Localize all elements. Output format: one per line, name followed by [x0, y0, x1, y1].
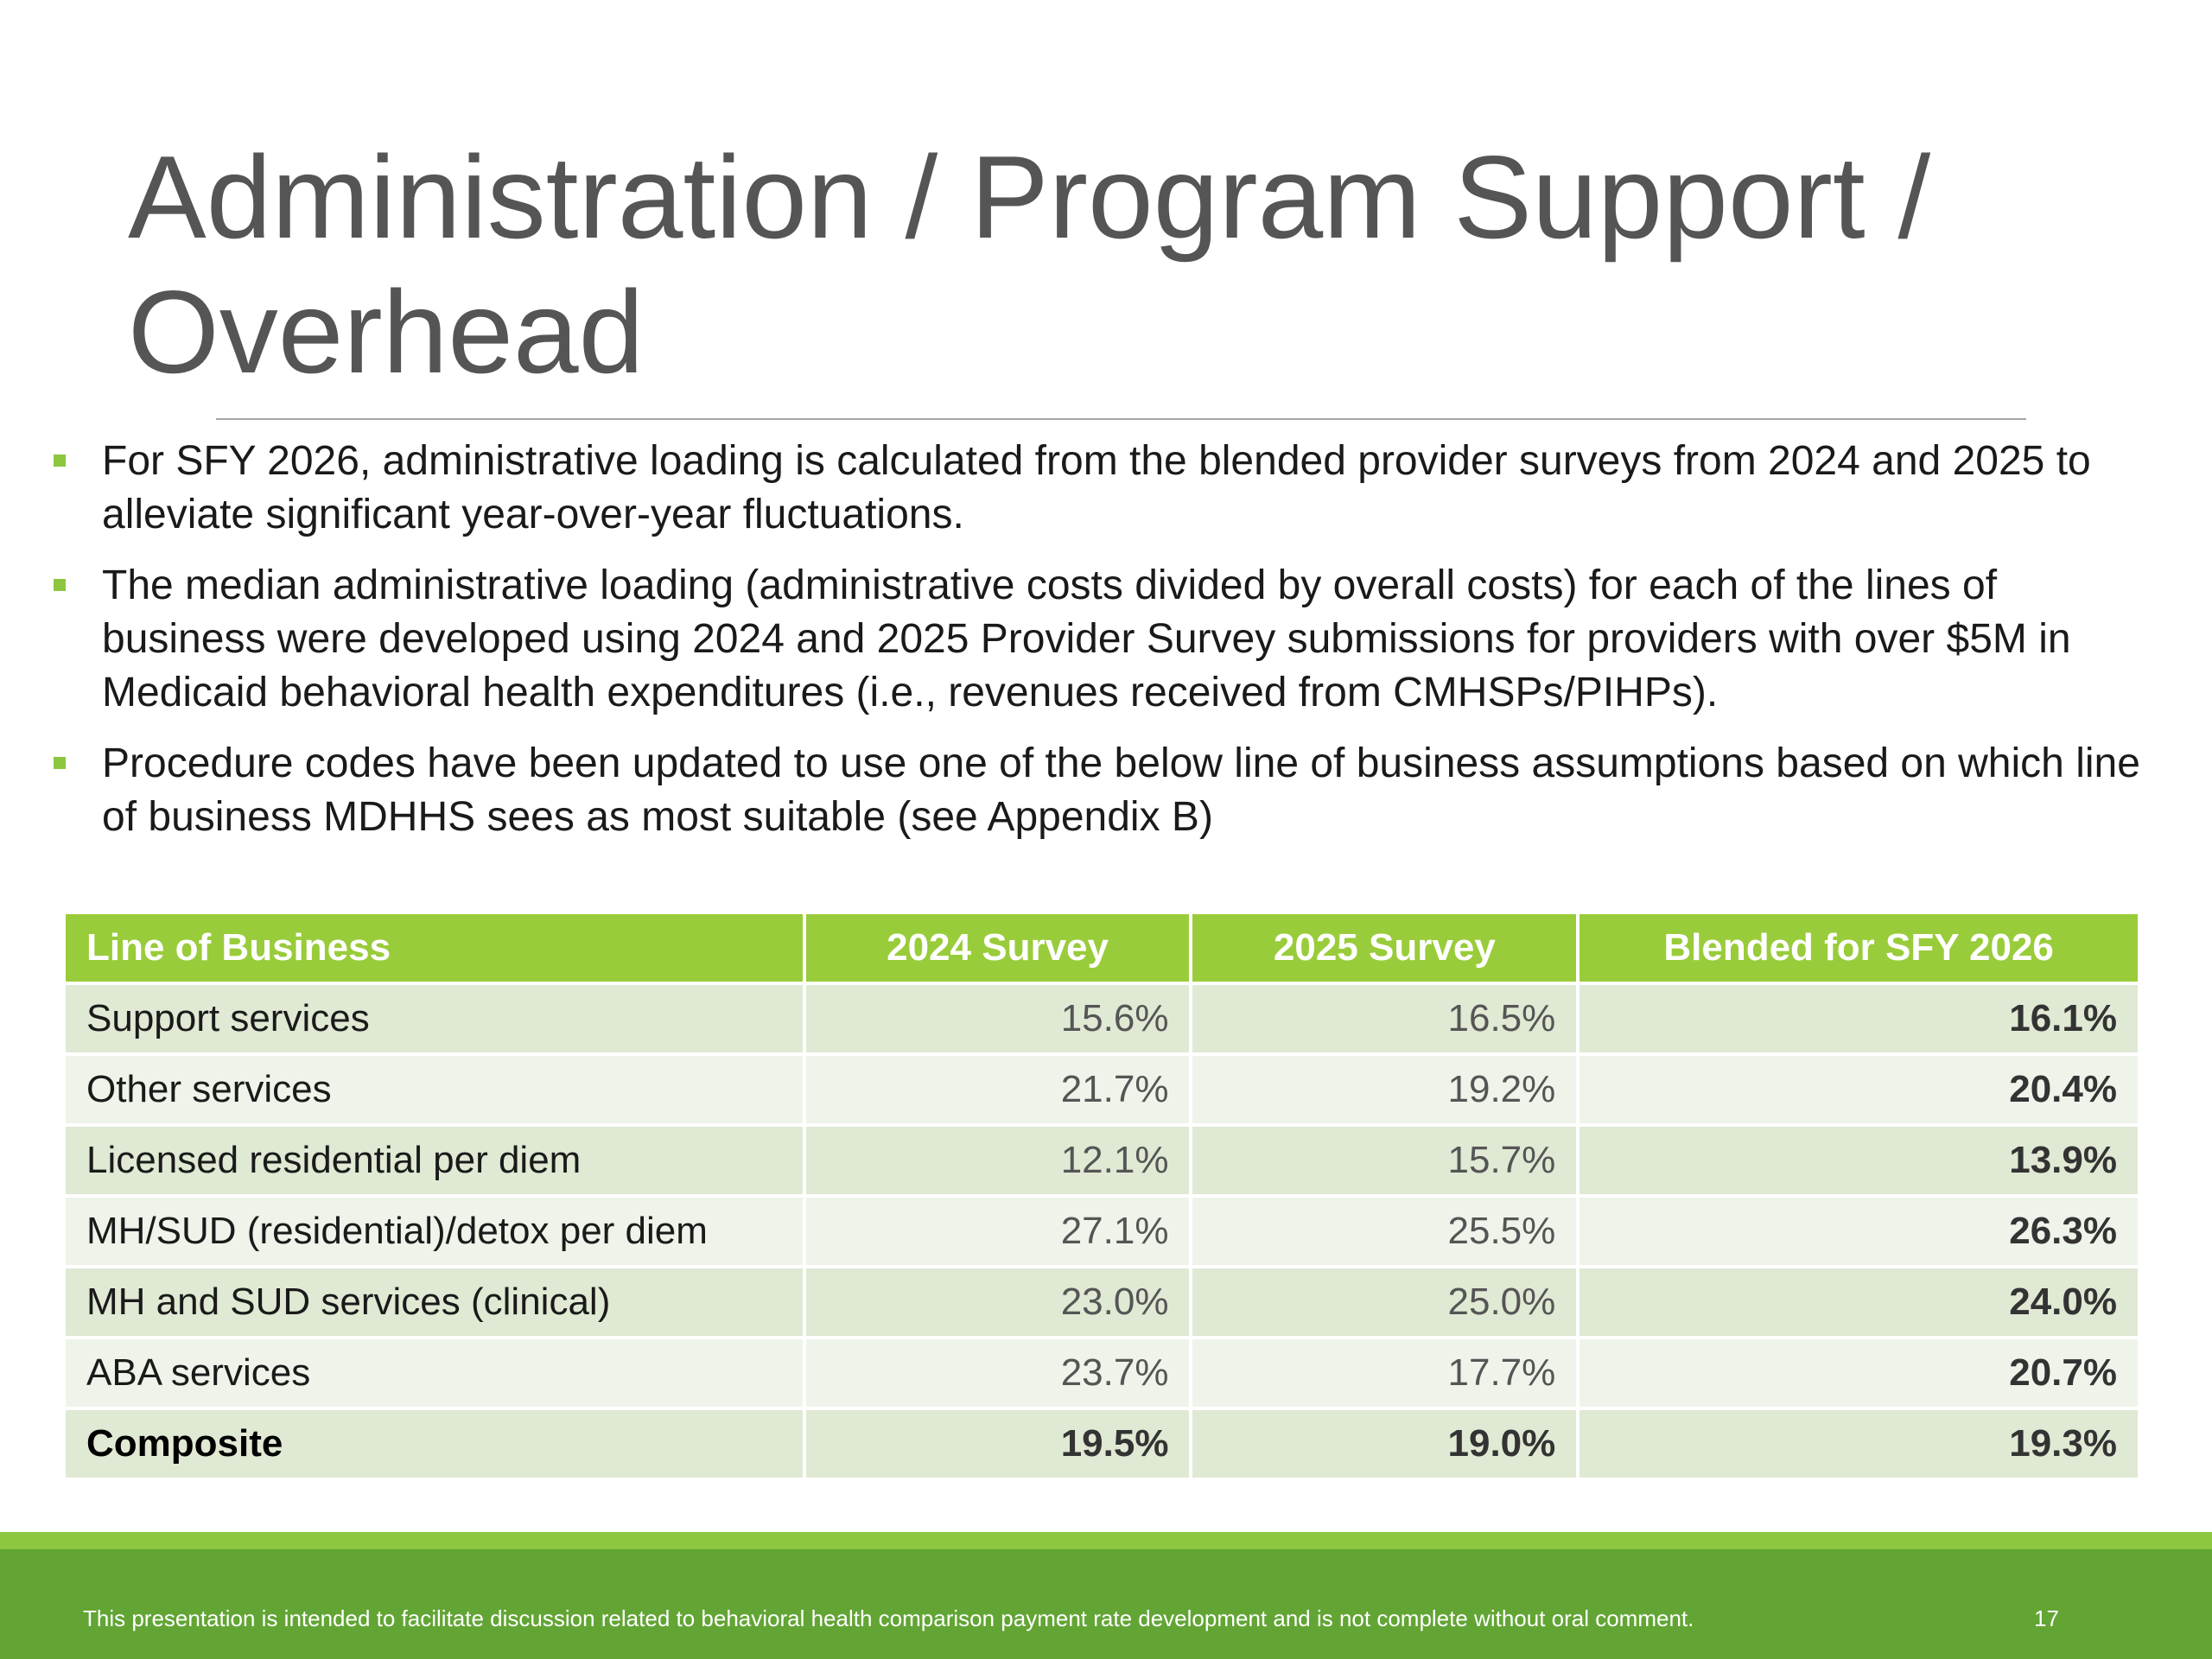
bullet-text: For SFY 2026, administrative loading is calculated from the blended provider surveys from 2024 and 2025 to alleviate significant year-over-year fluctuations. [102, 438, 2091, 537]
footer-disclaimer: This presentation is intended to facilitate discussion related to behavioral health comparison payment rate development and is not complete without oral comment. [83, 1605, 1694, 1631]
admin-loading-table-container [66, 914, 2145, 1478]
table-row [66, 1127, 2138, 1194]
cell-2024-survey: 23.7% [806, 1339, 1190, 1407]
cell-2025-survey: 25.0% [1192, 1268, 1576, 1336]
bullet-text: The median administrative loading (administrative costs divided by overall costs) for each of the lines of business were developed using 2024 and 2025 Provider Survey submissions for providers with over $5M in Medicaid behavioral health expenditures (i.e., revenues received from CMHSPs/PIHPs). [102, 563, 2071, 715]
table-row [66, 1339, 2138, 1407]
cell-2025-survey: 19.2% [1192, 1056, 1576, 1123]
bullet-item [52, 435, 2143, 542]
slide-title-line-1: Administration / Program Support / [128, 131, 1931, 263]
cell-line-of-business: MH and SUD services (clinical) [66, 1268, 803, 1336]
cell-blended: 20.7% [1580, 1339, 2138, 1407]
table-row [66, 1268, 2138, 1336]
page-number: 17 [2034, 1605, 2059, 1631]
cell-blended: 26.3% [1580, 1198, 2138, 1265]
cell-blended: 13.9% [1580, 1127, 2138, 1194]
cell-2024-survey: 12.1% [806, 1127, 1190, 1194]
cell-line-of-business: Other services [66, 1056, 803, 1123]
cell-line-of-business: ABA services [66, 1339, 803, 1407]
bullet-item [52, 559, 2143, 720]
header-2024-survey: 2024 Survey [806, 914, 1190, 982]
header-blended-sfy-2026: Blended for SFY 2026 [1580, 914, 2138, 982]
bullet-list [52, 435, 2143, 861]
cell-blended: 24.0% [1580, 1268, 2138, 1336]
table-row [66, 1056, 2138, 1123]
table-header-row [66, 914, 2138, 982]
table-row [66, 1198, 2138, 1265]
header-2025-survey: 2025 Survey [1192, 914, 1576, 982]
admin-loading-table [62, 911, 2141, 1481]
cell-blended: 16.1% [1580, 985, 2138, 1052]
cell-2025-survey: 15.7% [1192, 1127, 1576, 1194]
slide-title [128, 130, 2115, 399]
cell-line-of-business: Composite [66, 1410, 803, 1478]
cell-2025-survey: 25.5% [1192, 1198, 1576, 1265]
footer-bar [0, 1549, 2212, 1659]
cell-line-of-business: Licensed residential per diem [66, 1127, 803, 1194]
title-divider [216, 418, 2026, 420]
cell-2025-survey: 17.7% [1192, 1339, 1576, 1407]
cell-2024-survey: 15.6% [806, 985, 1190, 1052]
header-line-of-business: Line of Business [66, 914, 803, 982]
cell-line-of-business: MH/SUD (residential)/detox per diem [66, 1198, 803, 1265]
cell-blended: 19.3% [1580, 1410, 2138, 1478]
footer-accent-bar [0, 1532, 2212, 1549]
square-bullet-icon [54, 454, 66, 467]
cell-blended: 20.4% [1580, 1056, 2138, 1123]
cell-2025-survey: 16.5% [1192, 985, 1576, 1052]
table-row-composite [66, 1410, 2138, 1478]
bullet-text: Procedure codes have been updated to use one of the below line of business assumptions based on which line of business MDHHS sees as most suitable (see Appendix B) [102, 741, 2140, 840]
table-row [66, 985, 2138, 1052]
cell-2024-survey: 21.7% [806, 1056, 1190, 1123]
cell-2024-survey: 23.0% [806, 1268, 1190, 1336]
bullet-item [52, 737, 2143, 844]
square-bullet-icon [54, 579, 66, 591]
cell-2024-survey: 19.5% [806, 1410, 1190, 1478]
slide-title-line-2: Overhead [128, 266, 645, 397]
cell-line-of-business: Support services [66, 985, 803, 1052]
square-bullet-icon [54, 757, 66, 769]
cell-2024-survey: 27.1% [806, 1198, 1190, 1265]
cell-2025-survey: 19.0% [1192, 1410, 1576, 1478]
